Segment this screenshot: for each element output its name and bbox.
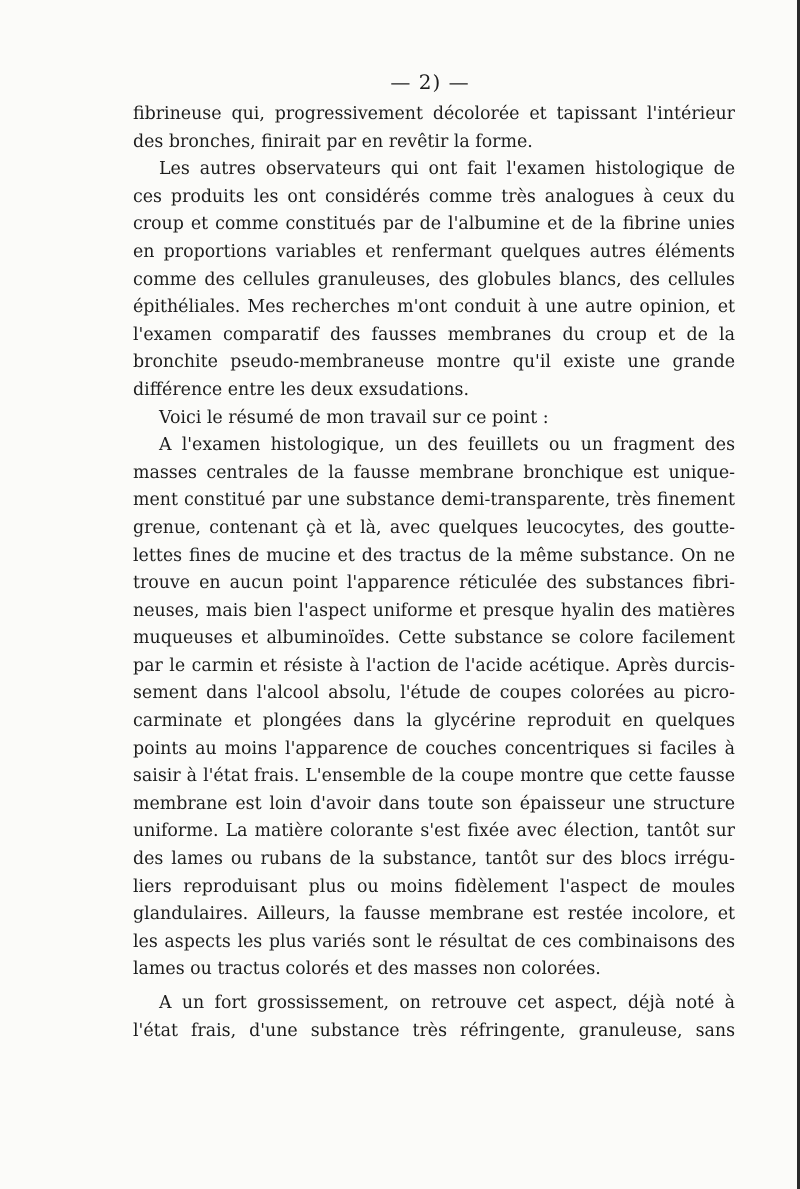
paragraph <box>133 405 735 433</box>
text-line: fibrineuse qui, progressivement décolorée et tapissant l'intérieur <box>133 104 735 124</box>
paragraph <box>133 990 735 1045</box>
text-line: Les autres observateurs qui ont fait l'examen histologique de <box>159 159 735 180</box>
text-line: par le carmin et résiste à l'action de l'acide acétique. Après durcis- <box>133 655 735 676</box>
text-line: saisir à l'état frais. L'ensemble de la coupe montre que cette fausse <box>133 766 735 787</box>
text-line: bronchite pseudo-membraneuse montre qu'il existe une grande <box>133 352 735 373</box>
text-line: membrane est loin d'avoir dans toute son épaisseur une structure <box>133 793 735 814</box>
text-line: muqueuses et albuminoïdes. Cette substance se colore facilement <box>133 628 735 649</box>
text-line: Voici le résumé de mon travail sur ce point : <box>159 407 549 428</box>
text-line: masses centrales de la fausse membrane bronchique est unique- <box>133 462 735 483</box>
text-line: différence entre les deux exsudations. <box>133 379 469 400</box>
paragraph <box>133 101 735 156</box>
text-line: neuses, mais bien l'aspect uniforme et presque hyalin des matières <box>133 600 735 621</box>
text-line: uniforme. La matière colorante s'est fixée avec élection, tantôt sur <box>133 821 735 842</box>
text-line: liers reproduisant plus ou moins fidèlement l'aspect de moules <box>133 876 735 897</box>
paragraph <box>133 156 735 404</box>
text-line: trouve en aucun point l'apparence réticulée des substances fibri- <box>133 573 735 594</box>
text-line: l'état frais, d'une substance très réfringente, granuleuse, sans <box>133 1020 735 1041</box>
text-line: croup et comme constitués par de l'albumine et de la fibrine unies <box>133 214 735 235</box>
page-number: — 2) — <box>390 70 470 94</box>
text-line: ces produits les ont considérés comme très analogues à ceux du <box>133 186 735 207</box>
text-line: des lames ou rubans de la substance, tantôt sur des blocs irrégu- <box>133 849 735 870</box>
text-line: carminate et plongées dans la glycérine reproduit en quelques <box>133 711 735 732</box>
text-line: épithéliales. Mes recherches m'ont conduit à une autre opinion, et <box>133 297 735 318</box>
text-line: lames ou tractus colorés et des masses non colorées. <box>133 959 601 980</box>
text-line: A l'examen histologique, un des feuillets ou un fragment des <box>159 435 735 456</box>
text-line: l'examen comparatif des fausses membranes du croup et de la <box>133 324 735 345</box>
text-line: des bronches, finirait par en revêtir la forme. <box>133 131 533 152</box>
text-line: ment constitué par une substance demi-transparente, très finement <box>133 490 735 511</box>
text-line: en proportions variables et renfermant quelques autres éléments <box>133 241 735 262</box>
text-line: comme des cellules granuleuses, des globules blancs, des cellules <box>133 269 735 290</box>
text-line: les aspects les plus variés sont le résultat de ces combinaisons des <box>133 931 735 952</box>
text-line: grenue, contenant çà et là, avec quelques leucocytes, des goutte- <box>133 517 735 538</box>
body-text <box>133 101 735 1045</box>
text-line: lettes fines de mucine et des tractus de la même substance. On ne <box>133 545 735 566</box>
text-line: sement dans l'alcool absolu, l'étude de coupes colorées au picro- <box>133 683 735 704</box>
paragraph <box>133 432 735 984</box>
text-line: glandulaires. Ailleurs, la fausse membrane est restée incolore, et <box>133 904 735 925</box>
text-line: A un fort grossissement, on retrouve cet aspect, déjà noté à <box>159 993 735 1013</box>
text-line: points au moins l'apparence de couches concentriques si faciles à <box>133 738 735 759</box>
